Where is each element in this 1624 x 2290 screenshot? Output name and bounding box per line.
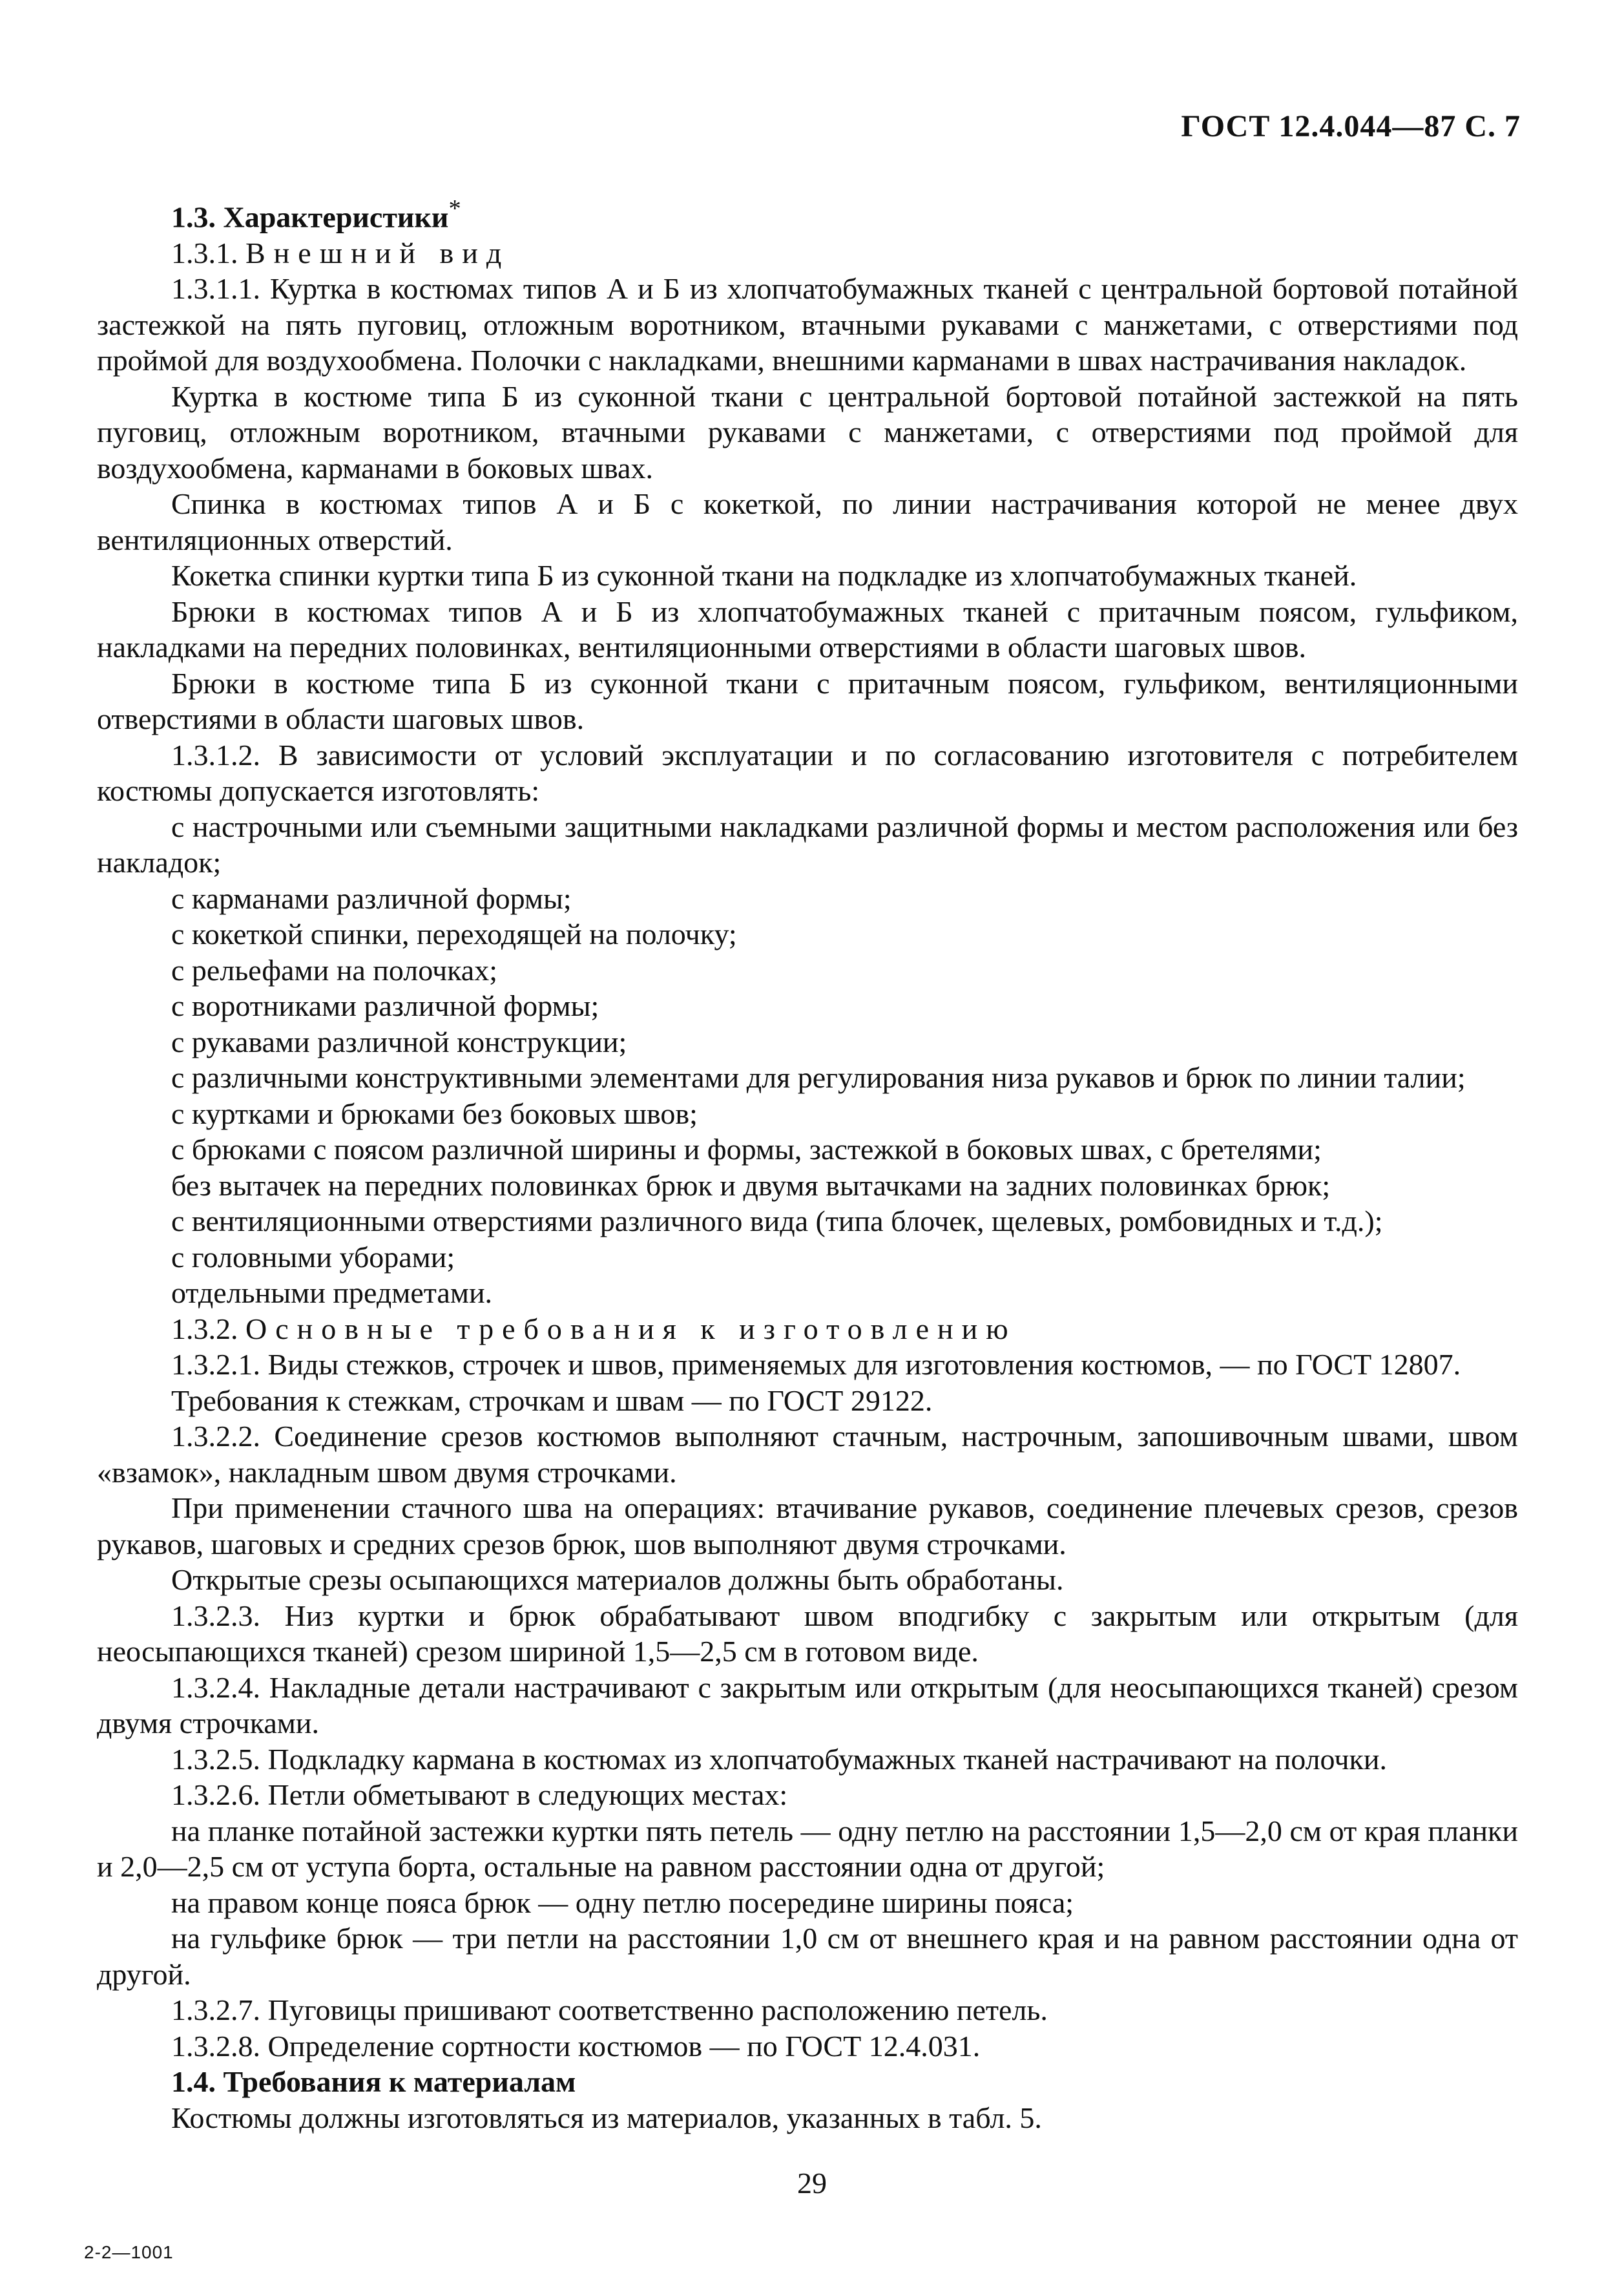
list-item: с куртками и брюками без боковых швов; [171, 1097, 698, 1130]
paragraph-trousers-ab: Брюки в костюмах типов А и Б из хлопчатобумажных тканей с притачным поясом, гульфиком, накладками на передних половинках, вентиляционными отверстиями в области шаговых швов. [97, 594, 1518, 664]
paragraph-stitch-requirements: Требования к стежкам, строчкам и швам — по ГОСТ 29122. [171, 1383, 933, 1417]
page-header-doc-ref: ГОСТ 12.4.044—87 С. 7 [1181, 109, 1521, 143]
paragraph-1-3-1-1: 1.3.1.1. Куртка в костюмах типов А и Б из хлопчатобумажных тканей с центральной бортовой потайной застежкой на пять пуговиц, отложным воротником, втачными рукавами с манжетами, с отверстиями под проймой для воздухообмена. Полочки с накладками, внешними карманами в швах настрачивания накладок. [97, 272, 1518, 377]
section-title: 1.3. Характеристики [171, 200, 449, 234]
list-item: с настрочными или съемными защитными накладками различной формы и местом расположения или без накладок; [97, 810, 1518, 879]
list-item: с различными конструктивными элементами для регулирования низа рукавов и брюк по линии талии; [171, 1061, 1466, 1095]
paragraph-materials: Костюмы должны изготовляться из материалов, указанных в табл. 5. [171, 2101, 1042, 2134]
paragraph-loops-fly: на гульфике брюк — три петли на расстоянии 1,0 см от внешнего края и на равном расстоянии одна от другой. [97, 1922, 1518, 1991]
paragraph-loops-placket: на планке потайной застежки куртки пять петель — одну петлю на расстоянии 1,5—2,0 см от края планки и 2,0—2,5 см от уступа борта, остальные на равном расстоянии одна от другой; [97, 1814, 1518, 1884]
list-item: с брюками с поясом различной ширины и формы, застежкой в боковых швах, с бретелями; [171, 1133, 1322, 1166]
list-item: с вентиляционными отверстиями различного вида (типа блочек, щелевых, ромбовидных и т.д.); [171, 1204, 1383, 1238]
paragraph-open-edges: Открытые срезы осыпающихся материалов должны быть обработаны. [171, 1563, 1064, 1597]
paragraph-1-3-2-5: 1.3.2.5. Подкладку кармана в костюмах из хлопчатобумажных тканей настрачивают на полочки. [171, 1742, 1387, 1776]
page-number: 29 [797, 2167, 827, 2200]
paragraph-1-3-2-2: 1.3.2.2. Соединение срезов костюмов выполняют стачным, настрочным, запошивочным швами, швом «взамок», накладным швом двумя строчками. [97, 1420, 1518, 1489]
print-code: 2-2—1001 [84, 2242, 174, 2262]
paragraph-yoke: Кокетка спинки куртки типа Б из суконной ткани на подкладке из хлопчатобумажных тканей. [171, 559, 1357, 593]
paragraph-jacket-type-b: Куртка в костюме типа Б из суконной ткани с центральной бортовой потайной застежкой на пять пуговиц, отложным воротником, втачными рукавами с манжетами, с отверстиями под проймой для воздухообмена, карманами в боковых швах. [97, 379, 1518, 485]
paragraph-1-3-2-6: 1.3.2.6. Петли обметывают в следующих местах: [171, 1778, 788, 1812]
section-heading-1-3-2 [97, 1311, 1518, 1347]
section-title: 1.4. Требования к материалам [171, 2065, 576, 2099]
footnote-mark: * [448, 195, 461, 222]
paragraph-seam-operations: При применении стачного шва на операциях: втачивание рукавов, соединение плечевых срезов, срезов рукавов, шаговых и средних срезов брюк, шов выполняют двумя строчками. [97, 1491, 1518, 1560]
paragraph-back: Спинка в костюмах типов А и Б с кокеткой, по линии настрачивания которой не менее двух вентиляционных отверстий. [97, 487, 1518, 556]
paragraph-1-3-2-8: 1.3.2.8. Определение сортности костюмов — по ГОСТ 12.4.031. [171, 2029, 981, 2063]
paragraph-trousers-b: Брюки в костюме типа Б из суконной ткани с притачным поясом, гульфиком, вентиляционными отверстиями в области шаговых швов. [97, 666, 1518, 736]
paragraph-loops-waistband: на правом конце пояса брюк — одну петлю посередине ширины пояса; [171, 1886, 1074, 1919]
section-title: Основные требования к изготовлению [245, 1312, 1017, 1345]
list-item: отдельными предметами. [171, 1276, 493, 1310]
section-number: 1.3.2. [171, 1312, 245, 1345]
section-heading-1-3-1 [97, 235, 1518, 271]
list-item: с воротниками различной формы; [171, 989, 599, 1023]
paragraph-1-3-2-4: 1.3.2.4. Накладные детали настрачивают с закрытым или открытым (для неосыпающихся тканей) срезом двумя строчками. [97, 1670, 1518, 1740]
paragraph-1-3-1-2: 1.3.1.2. В зависимости от условий эксплуатации и по согласованию изготовителя с потребителем костюмы допускается изготовлять: [97, 738, 1518, 808]
paragraph-1-3-2-7: 1.3.2.7. Пуговицы пришивают соответственно расположению петель. [171, 1993, 1048, 2027]
section-heading-1-3 [97, 191, 1518, 235]
list-item: без вытачек на передних половинках брюк и двумя вытачками на задних половинках брюк; [171, 1168, 1331, 1202]
paragraph-1-3-2-1: 1.3.2.1. Виды стежков, строчек и швов, применяемых для изготовления костюмов, — по ГОСТ 12807. [171, 1348, 1461, 1381]
section-heading-1-4 [97, 2064, 1518, 2100]
list-item: с рельефами на полочках; [171, 953, 497, 987]
list-item: с рукавами различной конструкции; [171, 1025, 627, 1058]
paragraph-1-3-2-3: 1.3.2.3. Низ куртки и брюк обрабатывают швом вподгибку с закрытым или открытым (для неосыпающихся тканей) срезом шириной 1,5—2,5 см в готовом виде. [97, 1599, 1518, 1668]
list-item: с головными уборами; [171, 1240, 455, 1274]
list-item: с карманами различной формы; [171, 881, 572, 915]
section-number: 1.3.1. [171, 236, 245, 269]
list-item: с кокеткой спинки, переходящей на полочку; [171, 918, 737, 951]
document-body [97, 191, 1518, 2136]
section-title: Внешний вид [245, 236, 510, 269]
